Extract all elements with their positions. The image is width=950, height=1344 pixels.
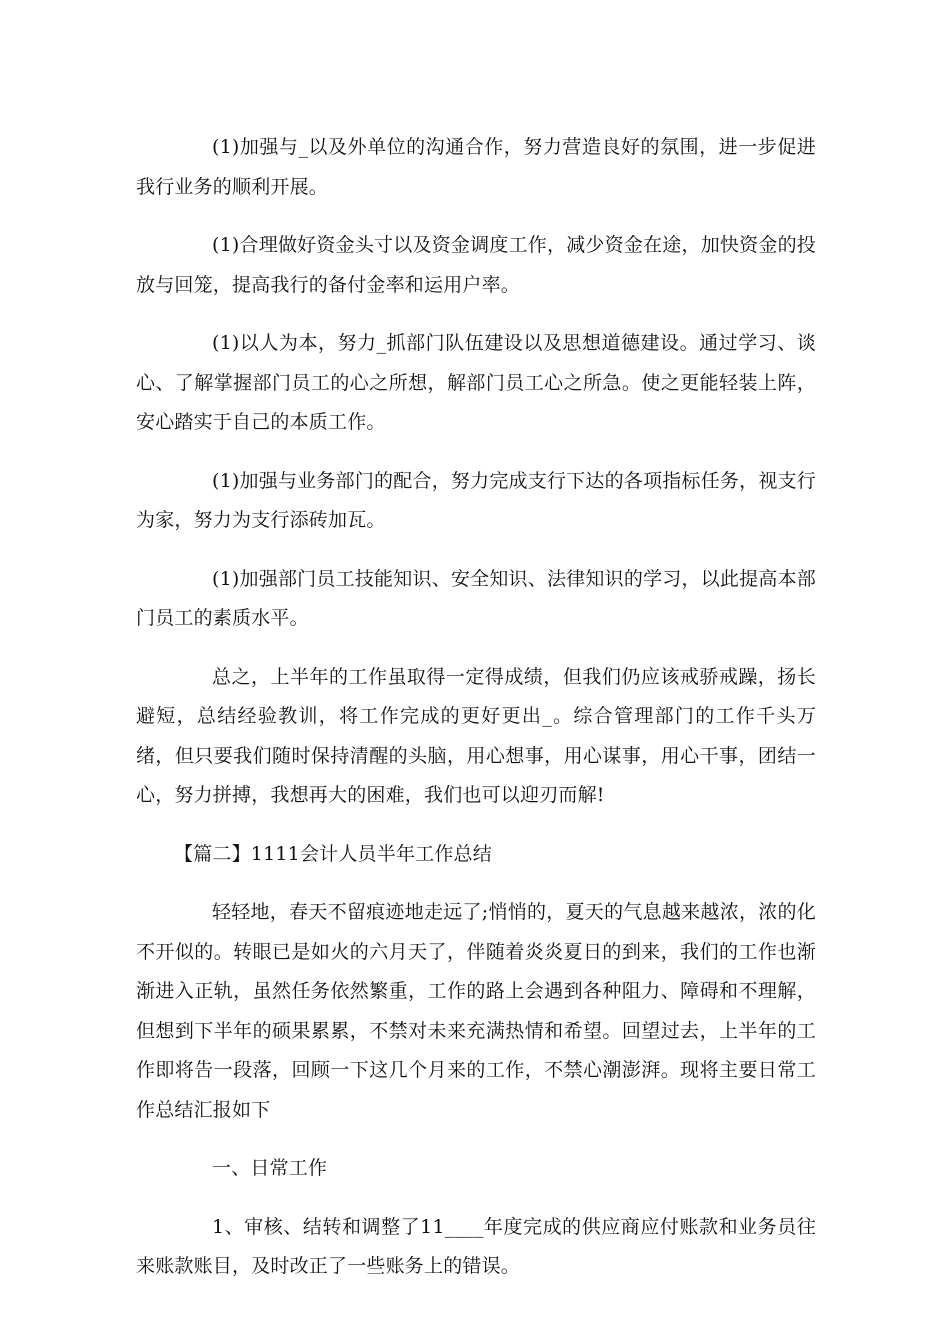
paragraph-staff-training: (1)加强部门员工技能知识、安全知识、法律知识的学习，以此提高本部门员工的素质水平。: [136, 567, 816, 629]
paragraph-communication: (1)加强与_以及外单位的沟通合作，努力营造良好的氛围，进一步促进我行业务的顺利开展。: [136, 136, 816, 198]
paragraph-fund-scheduling: (1)合理做好资金头寸以及资金调度工作，减少资金在途，加快资金的投放与回笼，提高我行的备付金率和运用户率。: [136, 234, 816, 296]
paragraph-team-building: (1)以人为本，努力_抓部门队伍建设以及思想道德建设。通过学习、谈心、了解掌握部门员工的心之所想，解部门员工心之所急。使之更能轻装上阵，安心踏实于自己的本质工作。: [136, 332, 816, 433]
document-body: [136, 128, 816, 1306]
paragraph-intro: 轻轻地，春天不留痕迹地走远了;悄悄的，夏天的气息越来越浓，浓的化不开似的。转眼已是如火的六月天了，伴随着炎炎夏日的到来，我们的工作也渐渐进入正轨，虽然任务依然繁重，工作的路上会遇到各种阻力、障碍和不理解，但想到下半年的硕果累累，不禁对未来充满热情和希望。回望过去，上半年的工作即将告一段落，回顾一下这几个月来的工作，不禁心潮澎湃。现将主要日常工作总结汇报如下: [136, 901, 816, 1121]
subheading-daily-work: 一、日常工作: [212, 1157, 328, 1179]
paragraph-accounts-review: 1、审核、结转和调整了11____年度完成的供应商应付账款和业务员往来账款账目，及时改正了一些账务上的错误。: [136, 1215, 816, 1277]
paragraph-business-cooperation: (1)加强与业务部门的配合，努力完成支行下达的各项指标任务，视支行为家，努力为支行添砖加瓦。: [136, 469, 816, 531]
section-title: 【篇二】1111会计人员半年工作总结: [174, 842, 492, 865]
paragraph-conclusion: 总之，上半年的工作虽取得一定得成绩，但我们仍应该戒骄戒躁，扬长避短，总结经验教训，将工作完成的更好更出_。综合管理部门的工作千头万绪，但只要我们随时保持清醒的头脑，用心想事，用心谋事，用心干事，团结一心，努力拼搏，我想再大的困难，我们也可以迎刃而解!: [136, 665, 816, 806]
